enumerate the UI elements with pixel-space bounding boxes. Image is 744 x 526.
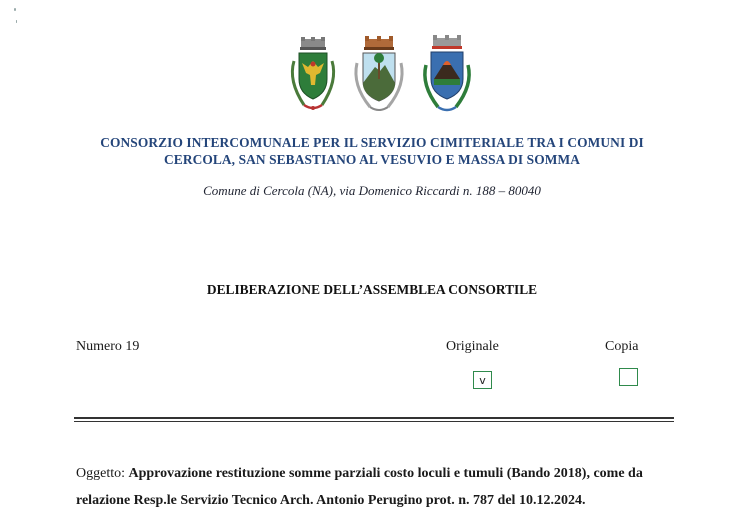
consortium-title-line1: CONSORZIO INTERCOMUNALE PER IL SERVIZIO CIMITERIALE TRA I COMUNI DI [100,135,644,150]
document-type-heading: DELIBERAZIONE DELL’ASSEMBLEA CONSORTILE [206,282,538,297]
coats-of-arms [282,33,478,119]
subject-block [76,460,676,514]
scan-speck [16,20,17,23]
scan-speck [14,8,16,11]
subject-text-2: relazione Resp.le Servizio Tecnico Arch. Antonio Perugino prot. n. 787 del 10.12.2024. [76,493,586,508]
divider-thick [74,417,674,419]
coat-of-arms-vesuvio-icon [348,33,410,119]
subject-text-1: Approvazione restituzione somme parziali costo loculi e tumuli (Bando 2018), come da [128,466,643,481]
consortium-title [60,134,684,168]
deliberation-number: Numero 19 [76,339,140,354]
subject-label: Oggetto: [76,466,125,481]
coat-of-arms-eagle-icon [282,33,344,119]
coat-of-arms-volcano-icon [416,33,478,119]
subject-line-1 [76,460,676,487]
consortium-title-line2: CERCOLA, SAN SEBASTIANO AL VESUVIO E MASSA DI SOMMA [164,152,580,167]
originale-checkbox[interactable]: v [473,371,492,389]
consortium-address: Comune di Cercola (NA), via Domenico Riccardi n. 188 – 80040 [203,183,541,198]
copia-label: Copia [605,339,639,354]
originale-label: Originale [446,339,499,354]
divider-thin [74,421,674,422]
subject-line-2 [76,487,676,514]
copia-checkbox[interactable] [619,368,638,386]
